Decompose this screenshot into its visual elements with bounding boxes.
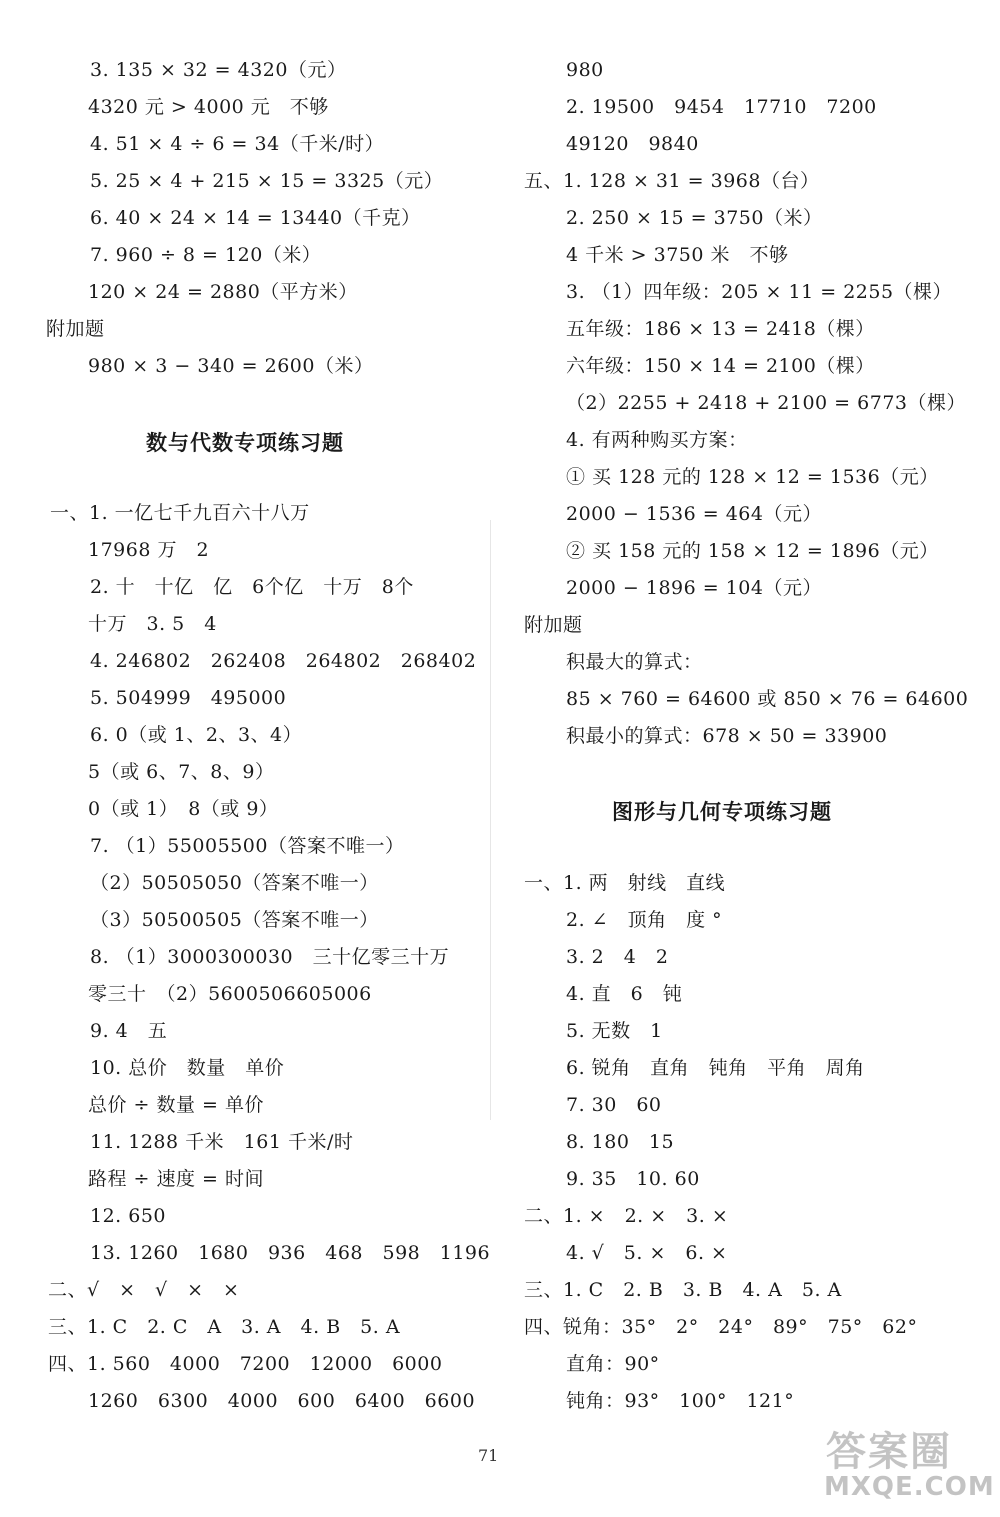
answer-line: 17968 万 2 [88, 539, 210, 561]
answer-line: 3. （1）四年级：205 × 11 = 2255（棵） [566, 281, 953, 303]
answer-line: 4. 246802 262408 264802 268402 [90, 650, 477, 672]
answer-line: 4 千米 > 3750 米 不够 [566, 244, 789, 266]
answer-line: （3）50500505（答案不唯一） [90, 909, 379, 931]
answer-line: 2. 19500 9454 17710 7200 [566, 96, 877, 118]
answer-line: ① 买 128 元的 128 × 12 = 1536（元） [566, 466, 939, 488]
answer-line: 2. 十 十亿 亿 6个亿 十万 8个 [90, 576, 414, 598]
answer-line: 8. （1）3000300030 三十亿零三十万 [90, 946, 450, 968]
answer-line: （2）2255 + 2418 + 2100 = 6773（棵） [566, 392, 966, 414]
answer-line: 一、1. 一亿七千九百六十八万 [50, 502, 310, 524]
answer-line: 6. 40 × 24 × 14 = 13440（千克） [90, 207, 421, 229]
answer-line: 2. 250 × 15 = 3750（米） [566, 207, 823, 229]
answer-line: 钝角：93° 100° 121° [566, 1390, 795, 1412]
answer-line: 三、1. C 2. C A 3. A 4. B 5. A [48, 1316, 401, 1338]
answer-line: 6. 锐角 直角 钝角 平角 周角 [566, 1057, 865, 1079]
section-label: 附加题 [46, 318, 105, 340]
answer-line: 四、1. 560 4000 7200 12000 6000 [48, 1353, 443, 1375]
answer-line: 8. 180 15 [566, 1131, 675, 1153]
answer-line: 直角：90° [566, 1353, 660, 1375]
answer-line: 1260 6300 4000 600 6400 6600 [88, 1390, 476, 1412]
answer-line: 5（或 6、7、8、9） [88, 761, 275, 783]
answer-line: 13. 1260 1680 936 468 598 1196 [90, 1242, 491, 1264]
section-heading: 数与代数专项练习题 [146, 431, 344, 455]
answer-line: 4320 元 > 4000 元 不够 [88, 96, 329, 118]
answer-line: 4. 直 6 钝 [566, 983, 683, 1005]
answer-line: 四、锐角：35° 2° 24° 89° 75° 62° [524, 1316, 918, 1338]
answer-line: 2. ∠ 顶角 度 ° [566, 909, 723, 931]
column-divider [490, 520, 491, 1120]
section-label: 附加题 [524, 614, 583, 636]
watermark-logo-text: 答案圈 [826, 1429, 952, 1475]
answer-line: 5. 504999 495000 [90, 687, 287, 709]
answer-line: 9. 35 10. 60 [566, 1168, 700, 1190]
site-watermark [818, 1420, 995, 1510]
answer-line: 零三十 （2）5600506605006 [88, 983, 372, 1005]
answer-line: 7. （1）55005500（答案不唯一） [90, 835, 405, 857]
answer-line: 2000 − 1536 = 464（元） [566, 503, 822, 525]
answer-line: 4. 51 × 4 ÷ 6 = 34（千米/时） [90, 133, 385, 155]
answer-line: 5. 25 × 4 + 215 × 15 = 3325（元） [90, 170, 444, 192]
answer-line: 120 × 24 = 2880（平方米） [88, 281, 358, 303]
answer-line: 五、1. 128 × 31 = 3968（台） [524, 170, 820, 192]
section-heading: 图形与几何专项练习题 [612, 800, 832, 824]
answer-line: 980 [566, 59, 604, 81]
answer-line: 3. 2 4 2 [566, 946, 669, 968]
answer-line: 3. 135 × 32 = 4320（元） [90, 59, 347, 81]
answer-line: 49120 9840 [566, 133, 699, 155]
answer-line: 积最大的算式： [566, 651, 703, 673]
answer-line: 9. 4 五 [90, 1020, 168, 1042]
answer-line: 积最小的算式：678 × 50 = 33900 [566, 725, 888, 747]
answer-line: 4. 有两种购买方案： [566, 429, 748, 451]
answer-line: 0（或 1） 8（或 9） [88, 798, 279, 820]
answer-line: 7. 960 ÷ 8 = 120（米） [90, 244, 322, 266]
answer-line: 2000 − 1896 = 104（元） [566, 577, 822, 599]
watermark-url-text: MXQE.COM [824, 1472, 995, 1502]
answer-line: 十万 3. 5 4 [88, 613, 217, 635]
answer-line: 10. 总价 数量 单价 [90, 1057, 285, 1079]
answer-line: 4. √ 5. × 6. × [566, 1242, 728, 1264]
page-number: 71 [478, 1446, 499, 1465]
answer-line: 五年级：186 × 13 = 2418（棵） [566, 318, 875, 340]
answer-line: 六年级：150 × 14 = 2100（棵） [566, 355, 875, 377]
answer-line: 11. 1288 千米 161 千米/时 [90, 1131, 354, 1153]
answer-line: 6. 0（或 1、2、3、4） [90, 724, 303, 746]
answer-line: 12. 650 [90, 1205, 167, 1227]
answer-line: 路程 ÷ 速度 = 时间 [88, 1168, 264, 1190]
answer-line: 三、1. C 2. B 3. B 4. A 5. A [524, 1279, 842, 1301]
answer-line: 85 × 760 = 64600 或 850 × 76 = 64600 [566, 688, 969, 710]
answer-line: 二、√ × √ × × [48, 1279, 240, 1301]
answer-line: 一、1. 两 射线 直线 [524, 872, 726, 894]
answer-line: 980 × 3 − 340 = 2600（米） [88, 355, 374, 377]
answer-line: 二、1. × 2. × 3. × [524, 1205, 729, 1227]
answer-line: ② 买 158 元的 158 × 12 = 1896（元） [566, 540, 939, 562]
answer-line: 7. 30 60 [566, 1094, 662, 1116]
answer-line: （2）50505050（答案不唯一） [90, 872, 379, 894]
answer-line: 5. 无数 1 [566, 1020, 663, 1042]
answer-line: 总价 ÷ 数量 = 单价 [88, 1094, 264, 1116]
